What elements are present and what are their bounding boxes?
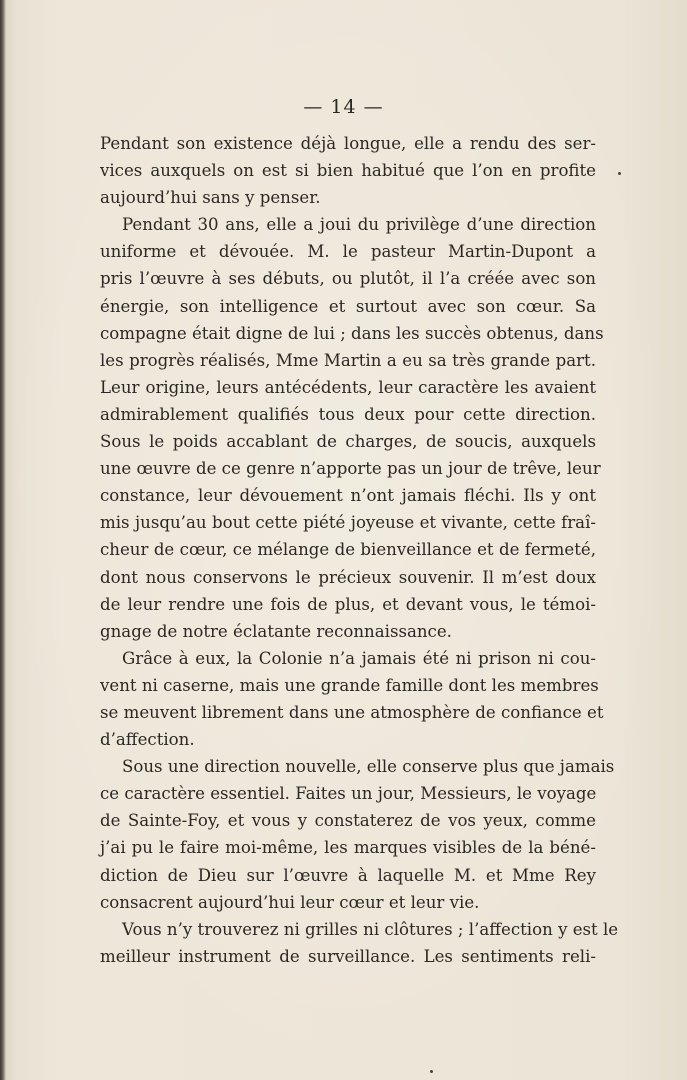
text-line: uniforme et dévouée. M. le pasteur Martin-Dupont a — [100, 242, 596, 262]
page-binding-edge — [0, 0, 6, 1080]
text-line: cheur de cœur, ce mélange de bienveillance et de fermeté, — [100, 540, 596, 560]
ink-speck — [430, 1070, 433, 1073]
text-line: d’affection. — [100, 730, 195, 750]
text-line: diction de Dieu sur l’œuvre à laquelle M. et Mme Rey — [100, 865, 596, 885]
text-line: admirablement qualifiés tous deux pour cette direction. — [100, 404, 596, 424]
text-line: Leur origine, leurs antécédents, leur caractère les avaient — [100, 377, 596, 397]
text-line: Sous une direction nouvelle, elle conserve plus que jamais — [122, 757, 615, 777]
text-line: Pendant son existence déjà longue, elle a rendu des ser- — [100, 134, 596, 153]
text-line: Vous n’y trouverez ni grilles ni clôtures ; l’affection y est le — [122, 919, 619, 939]
text-line: mis jusqu’au bout cette piété joyeuse et vivante, cette fraî- — [100, 513, 596, 533]
text-line: consacrent aujourd’hui leur cœur et leur vie. — [100, 892, 480, 912]
text-line: Grâce à eux, la Colonie n’a jamais été ni prison ni cou- — [122, 648, 596, 668]
text-line: aujourd’hui sans y penser. — [100, 188, 321, 208]
text-line: j’ai pu le faire moi-même, les marques visibles de la béné- — [100, 838, 596, 858]
text-line: gnage de notre éclatante reconnaissance. — [100, 621, 452, 641]
text-line: se meuvent librement dans une atmosphère de confiance et — [100, 702, 604, 722]
text-line: vent ni caserne, mais une grande famille dont les membres — [100, 675, 599, 695]
text-line: Pendant 30 ans, elle a joui du privilège d’une direction — [122, 215, 596, 235]
body-text — [100, 130, 619, 970]
text-line: une œuvre de ce genre n’apporte pas un jour de trêve, leur — [100, 459, 601, 479]
text-line: meilleur instrument de surveillance. Les sentiments reli- — [100, 946, 596, 966]
text-line: énergie, son intelligence et surtout avec son cœur. Sa — [100, 296, 596, 316]
text-line: pris l’œuvre à ses débuts, ou plutôt, il l’a créée avec son — [100, 269, 596, 289]
text-line: Sous le poids accablant de charges, de soucis, auxquels — [100, 432, 596, 452]
text-line: de Sainte-Foy, et vous y constaterez de vos yeux, comme — [100, 811, 596, 831]
text-line: ce caractère essentiel. Faites un jour, Messieurs, le voyage — [100, 784, 597, 804]
text-line: les progrès réalisés, Mme Martin a eu sa très grande part. — [100, 350, 596, 370]
text-line: compagne était digne de lui ; dans les succès obtenus, dans — [100, 323, 604, 343]
text-line: de leur rendre une fois de plus, et devant vous, le témoi- — [100, 594, 596, 614]
text-line: vices auxquels on est si bien habitué que l’on en profite — [100, 161, 596, 181]
text-line: dont nous conservons le précieux souvenir. Il m’est doux — [100, 567, 596, 587]
text-line: constance, leur dévouement n’ont jamais fléchi. Ils y ont — [100, 486, 596, 506]
ink-speck — [618, 172, 621, 175]
page-number: — 14 — — [303, 96, 384, 118]
